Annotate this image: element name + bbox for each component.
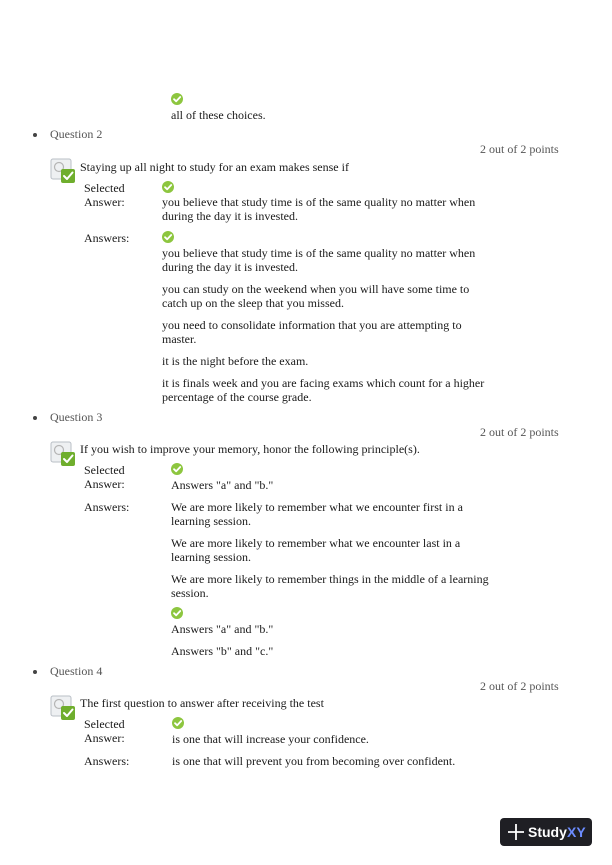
answer-option: We are more likely to remember what we encounter last in a learning session. <box>171 536 461 564</box>
brand-xy: XY <box>567 824 586 840</box>
points-label: 2 out of 2 points <box>480 142 559 156</box>
answer-option: We are more likely to remember what we encounter first in a learning session. <box>171 500 463 528</box>
answer-option: you need to consolidate information that you are attempting to master. <box>162 318 462 346</box>
answers-label: Answers: <box>84 231 130 245</box>
question-title[interactable]: Question 3 <box>50 410 103 424</box>
correct-check-icon <box>162 181 174 193</box>
correct-check-icon <box>171 463 183 475</box>
bullet <box>33 416 37 420</box>
answer-option: Answers "b" and "c." <box>171 644 274 658</box>
selected-label: Selected Answer: <box>84 181 125 209</box>
answer-option: We are more likely to remember things in the middle of a learning session. <box>171 572 489 600</box>
correct-answer-text: all of these choices. <box>171 108 266 122</box>
points-label: 2 out of 2 points <box>480 425 559 439</box>
points-label: 2 out of 2 points <box>480 679 559 693</box>
bullet <box>33 133 37 137</box>
answer-option: it is finals week and you are facing exams which count for a higher percentage of the course grade. <box>162 376 485 404</box>
correct-check-icon <box>162 231 174 243</box>
question-prompt: Staying up all night to study for an exam makes sense if <box>80 160 349 174</box>
answer-option: you believe that study time is of the same quality no matter when during the day it is invested. <box>162 246 476 274</box>
question-correct-icon <box>50 158 76 184</box>
question-prompt: The first question to answer after receiving the test <box>80 696 324 710</box>
selected-label: Selected Answer: <box>84 463 125 491</box>
answer-option: it is the night before the exam. <box>162 354 309 368</box>
bullet <box>33 670 37 674</box>
question-title[interactable]: Question 4 <box>50 664 103 678</box>
answer-option: Answers "a" and "b." <box>171 622 274 636</box>
answers-label: Answers: <box>84 754 130 768</box>
selected-answer: is one that will increase your confidence. <box>172 732 369 746</box>
selected-answer: Answers "a" and "b." <box>171 478 274 492</box>
studyxy-logo <box>500 818 592 846</box>
question-correct-icon <box>50 695 76 721</box>
answers-label: Answers: <box>84 500 130 514</box>
correct-check-icon <box>171 607 183 619</box>
answer-option: you can study on the weekend when you will have some time to catch up on the sleep that you missed. <box>162 282 470 310</box>
correct-check-icon <box>171 93 183 105</box>
question-prompt: If you wish to improve your memory, honor the following principle(s). <box>80 442 420 456</box>
brand-study: Study <box>528 824 567 840</box>
correct-check-icon <box>172 717 184 729</box>
selected-label: Selected Answer: <box>84 717 125 745</box>
question-correct-icon <box>50 441 76 467</box>
selected-answer: you believe that study time is of the same quality no matter when during the day it is invested. <box>162 195 476 223</box>
question-title[interactable]: Question 2 <box>50 127 103 141</box>
plus-sparkle-icon <box>508 824 524 840</box>
answer-option: is one that will prevent you from becoming over confident. <box>172 754 456 768</box>
